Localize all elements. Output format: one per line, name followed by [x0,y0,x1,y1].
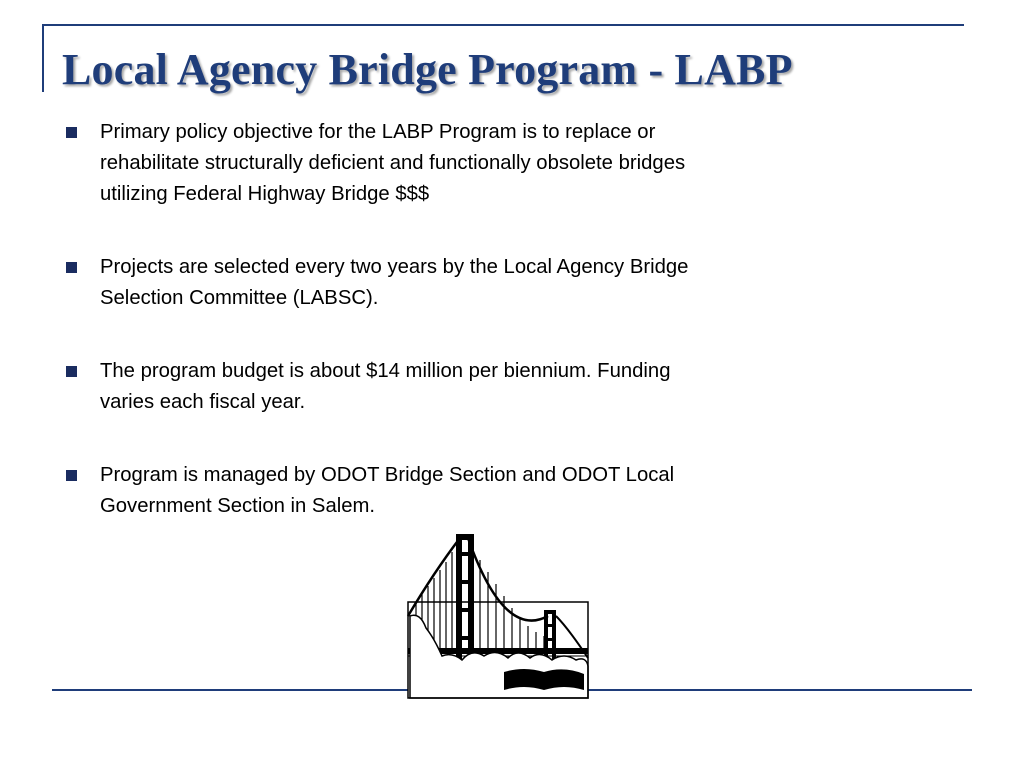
bullet-line: Program is managed by ODOT Bridge Section and ODOT Local [100,464,675,486]
bullet-list [64,117,864,564]
bullet-line: Projects are selected every two years by the Local Agency Bridge [100,256,689,278]
square-bullet-icon [66,470,77,481]
bullet-item [64,356,864,418]
slide-title: Local Agency Bridge Program - LABP [62,45,793,94]
square-bullet-icon [66,366,77,377]
bullet-line: Selection Committee (LABSC). [100,287,379,309]
title-frame-top-rule [42,24,964,26]
square-bullet-icon [66,127,77,138]
bullet-item [64,117,864,210]
bullet-line: Primary policy objective for the LABP Program is to replace or [100,121,656,143]
bullet-item [64,252,864,314]
bullet-line: The program budget is about $14 million per biennium. Funding [100,360,671,382]
bullet-line: varies each fiscal year. [100,391,306,413]
suspension-bridge-clipart-icon [404,532,594,700]
bullet-line: utilizing Federal Highway Bridge $$$ [100,183,430,205]
title-frame-left-rule [42,24,44,92]
square-bullet-icon [66,262,77,273]
bullet-item [64,460,864,522]
bullet-line: rehabilitate structurally deficient and functionally obsolete bridges [100,152,686,174]
bullet-line: Government Section in Salem. [100,495,376,517]
